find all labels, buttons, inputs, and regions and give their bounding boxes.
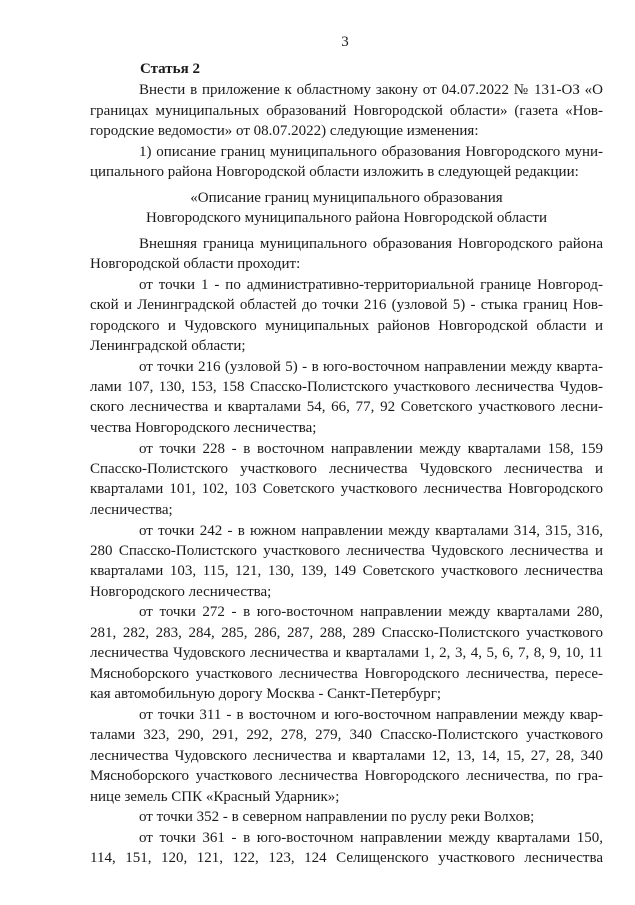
text-line: ского лесничества и кварталами 54, 66, 77, 92 Советского участкового лесни- bbox=[90, 399, 603, 415]
text-line: Мясноборского участкового лесничества Новгородского лесничества, по гра- bbox=[90, 768, 603, 784]
text-line: городского и Чудовского муниципальных районов Новгородской области и bbox=[90, 318, 603, 334]
text-line: 281, 282, 283, 284, 285, 286, 287, 288, 289 Спасско-Полистского участкового bbox=[90, 625, 603, 641]
section-title-line: Новгородского муниципального района Новгородской области bbox=[145, 210, 548, 226]
text-line: Мясноборского участкового лесничества Новгородского лесничества, пересе- bbox=[90, 666, 603, 682]
text-line: Новгородского лесничества; bbox=[90, 584, 272, 600]
text-line: от точки 216 (узловой 5) - в юго-восточном направлении между кварта- bbox=[139, 359, 603, 375]
text-line: от точки 228 - в восточном направлении между кварталами 158, 159 bbox=[139, 441, 603, 457]
page-number: 3 bbox=[341, 34, 349, 50]
text-line: талами 323, 290, 291, 292, 278, 279, 340 Спасско-Полистского участкового bbox=[90, 727, 603, 743]
text-line: нице земель СПК «Красный Ударник»; bbox=[90, 789, 340, 805]
text-line: кварталами 103, 115, 121, 130, 139, 149 Советского участкового лесничества bbox=[90, 563, 603, 579]
text-line: 280 Спасско-Полистского участкового лесничества Чудовского лесничества и bbox=[90, 543, 603, 559]
text-line: от точки 361 - в юго-восточном направлении между кварталами 150, bbox=[139, 830, 603, 846]
text-line: лами 107, 130, 153, 158 Спасско-Полистского участкового лесничества Чудов- bbox=[90, 379, 603, 395]
text-line: 114, 151, 120, 121, 122, 123, 124 Селищенского участкового лесничества bbox=[90, 850, 603, 866]
text-line: Ленинградской области; bbox=[90, 338, 246, 354]
text-line: кварталами 101, 102, 103 Советского участкового лесничества Новгородского bbox=[90, 481, 603, 497]
text-line: от точки 272 - в юго-восточном направлении между кварталами 280, bbox=[139, 604, 603, 620]
text-line: Внешняя граница муниципального образования Новгородского района bbox=[139, 236, 603, 252]
text-line: Спасско-Полистского участкового лесничества Чудовского лесничества и bbox=[90, 461, 603, 477]
text-line: лесничества Чудовского лесничества и кварталами 12, 13, 14, 15, 27, 28, 340 bbox=[90, 748, 603, 764]
text-line: ской и Ленинградской областей до точки 216 (узловой 5) - стыка границ Нов- bbox=[90, 297, 603, 313]
text-line: от точки 352 - в северном направлении по руслу реки Волхов; bbox=[139, 809, 535, 825]
text-line: 1) описание границ муниципального образования Новгородского муни- bbox=[139, 144, 603, 160]
text-line: кая автомобильную дорогу Москва - Санкт-Петербург; bbox=[90, 686, 442, 702]
text-line: границах муниципальных образований Новгородской области» (газета «Нов- bbox=[90, 103, 603, 119]
text-line: ципального района Новгородской области изложить в следующей редакции: bbox=[90, 164, 579, 180]
text-line: от точки 311 - в восточном и юго-восточном направлении между квар- bbox=[139, 707, 603, 723]
text-line: чества Новгородского лесничества; bbox=[90, 420, 317, 436]
text-line: лесничества; bbox=[90, 502, 173, 518]
text-line: лесничества Чудовского лесничества и кварталами 1, 2, 3, 4, 5, 6, 7, 8, 9, 10, 11 bbox=[90, 645, 603, 661]
text-line: Новгородской области проходит: bbox=[90, 256, 301, 272]
text-line: от точки 1 - по административно-территориальной границе Новгород- bbox=[139, 277, 603, 293]
text-line: Внести в приложение к областному закону от 04.07.2022 № 131-ОЗ «О bbox=[139, 82, 603, 98]
text-line: городские ведомости» от 08.07.2022) следующие изменения: bbox=[90, 123, 479, 139]
article-heading: Статья 2 bbox=[140, 61, 200, 77]
section-title-line: «Описание границ муниципального образования bbox=[190, 190, 503, 206]
text-line: от точки 242 - в южном направлении между кварталами 314, 315, 316, bbox=[139, 523, 603, 539]
